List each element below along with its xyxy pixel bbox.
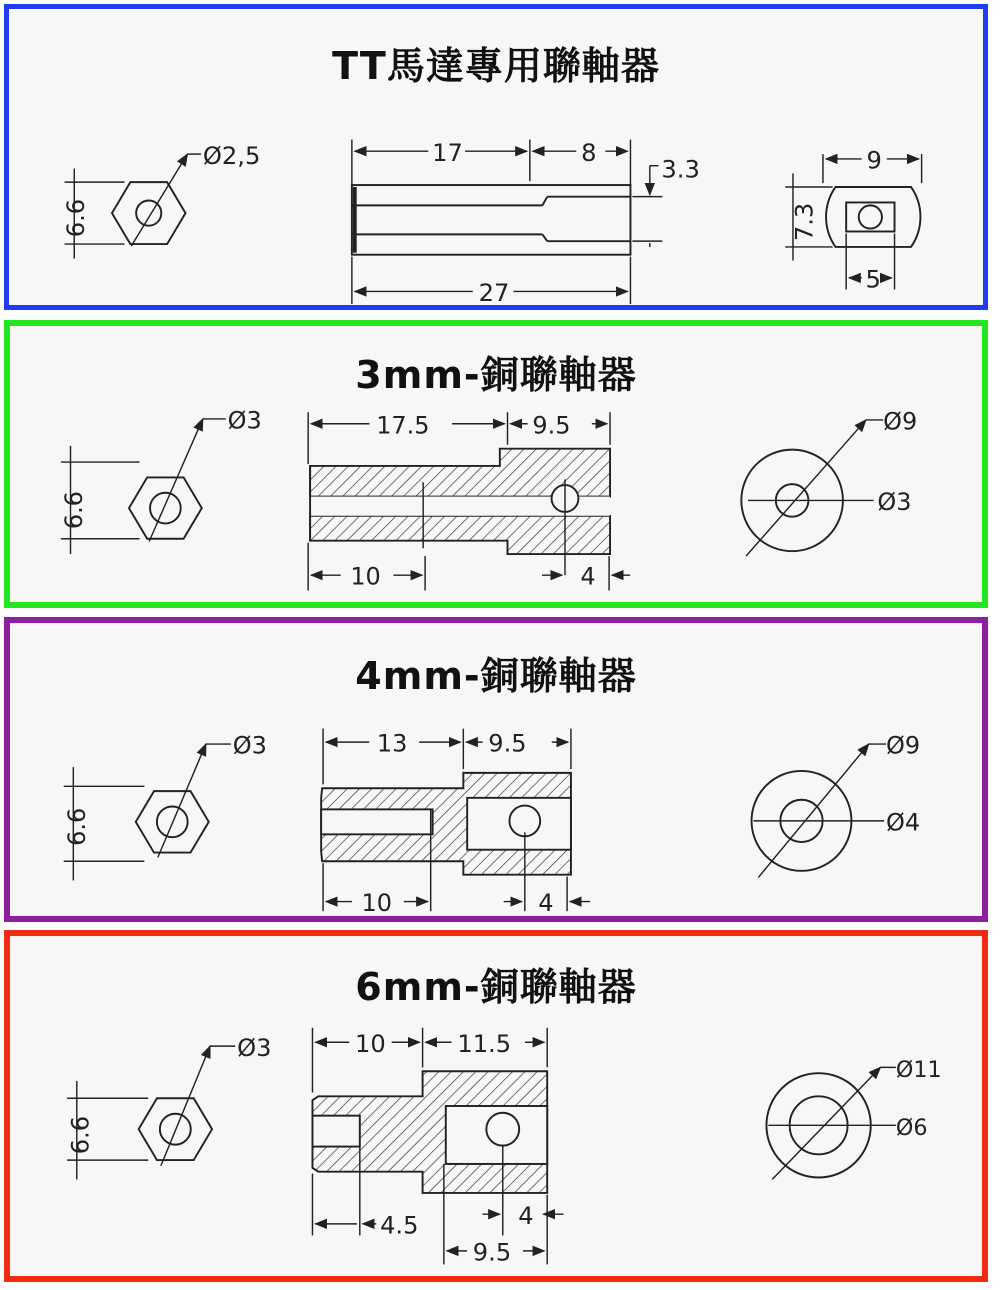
end-dim-inner: Ø4 bbox=[886, 808, 921, 837]
panel-4mm-coupler bbox=[4, 617, 988, 922]
side-dim-depth: 10 bbox=[350, 562, 381, 591]
side-dim-a: 17 bbox=[432, 138, 463, 167]
side-dim-step: 3.3 bbox=[661, 155, 700, 184]
panel-3mm-coupler bbox=[4, 320, 988, 608]
end-dim-inner: Ø3 bbox=[877, 488, 912, 516]
side-dim-hole: 4 bbox=[538, 889, 554, 916]
cu3-drawing bbox=[10, 326, 982, 602]
hex-dim-label: 6.6 bbox=[62, 807, 91, 846]
hex-hole-label: Ø2,5 bbox=[202, 141, 261, 170]
side-dim-depth: 10 bbox=[361, 889, 393, 916]
hex-dim-label: 6.6 bbox=[61, 198, 90, 238]
hex-outline bbox=[112, 182, 186, 244]
side-dim-depth: 4.5 bbox=[380, 1211, 419, 1240]
end-dim-outer: Ø9 bbox=[886, 731, 921, 760]
end-dim-slot: 5 bbox=[865, 265, 881, 294]
panel-tt-coupler bbox=[4, 4, 988, 310]
panel-title: 6mm-銅聯軸器 bbox=[355, 965, 637, 1009]
panel-title: 3mm-銅聯軸器 bbox=[355, 353, 637, 397]
hex-hole-label: Ø3 bbox=[232, 731, 267, 760]
side-dim-bore: 9.5 bbox=[472, 1238, 512, 1267]
end-dim-height: 7.3 bbox=[790, 202, 819, 242]
end-dim-outer: Ø11 bbox=[895, 1057, 942, 1084]
side-dim-b: 9.5 bbox=[532, 411, 571, 440]
panel-title: TT馬達專用聯軸器 bbox=[332, 44, 660, 88]
panel-6mm-coupler bbox=[4, 930, 988, 1282]
hex-dim-label: 6.6 bbox=[60, 491, 88, 530]
side-dim-a: 13 bbox=[376, 729, 408, 758]
side-dim-a: 10 bbox=[354, 1029, 386, 1058]
end-dim-inner: Ø6 bbox=[895, 1114, 928, 1141]
side-dim-hole: 4 bbox=[580, 562, 596, 591]
side-dim-a: 17.5 bbox=[376, 411, 430, 440]
side-dim-hole: 4 bbox=[518, 1201, 534, 1230]
cu4-drawing bbox=[10, 623, 982, 916]
side-dim-b: 8 bbox=[581, 138, 597, 167]
cu6-drawing bbox=[10, 936, 982, 1276]
hex-hole-label: Ø3 bbox=[237, 1033, 272, 1062]
hex-hole-label: Ø3 bbox=[227, 406, 262, 435]
side-dim-b: 9.5 bbox=[488, 729, 527, 758]
tt-drawing bbox=[9, 9, 983, 305]
side-dim-b: 11.5 bbox=[457, 1029, 512, 1058]
hex-dim-label: 6.6 bbox=[66, 1115, 95, 1155]
end-dim-width: 9 bbox=[866, 146, 882, 175]
side-dim-total: 27 bbox=[478, 279, 510, 305]
panel-title: 4mm-銅聯軸器 bbox=[355, 654, 637, 698]
end-dim-outer: Ø9 bbox=[883, 407, 918, 436]
